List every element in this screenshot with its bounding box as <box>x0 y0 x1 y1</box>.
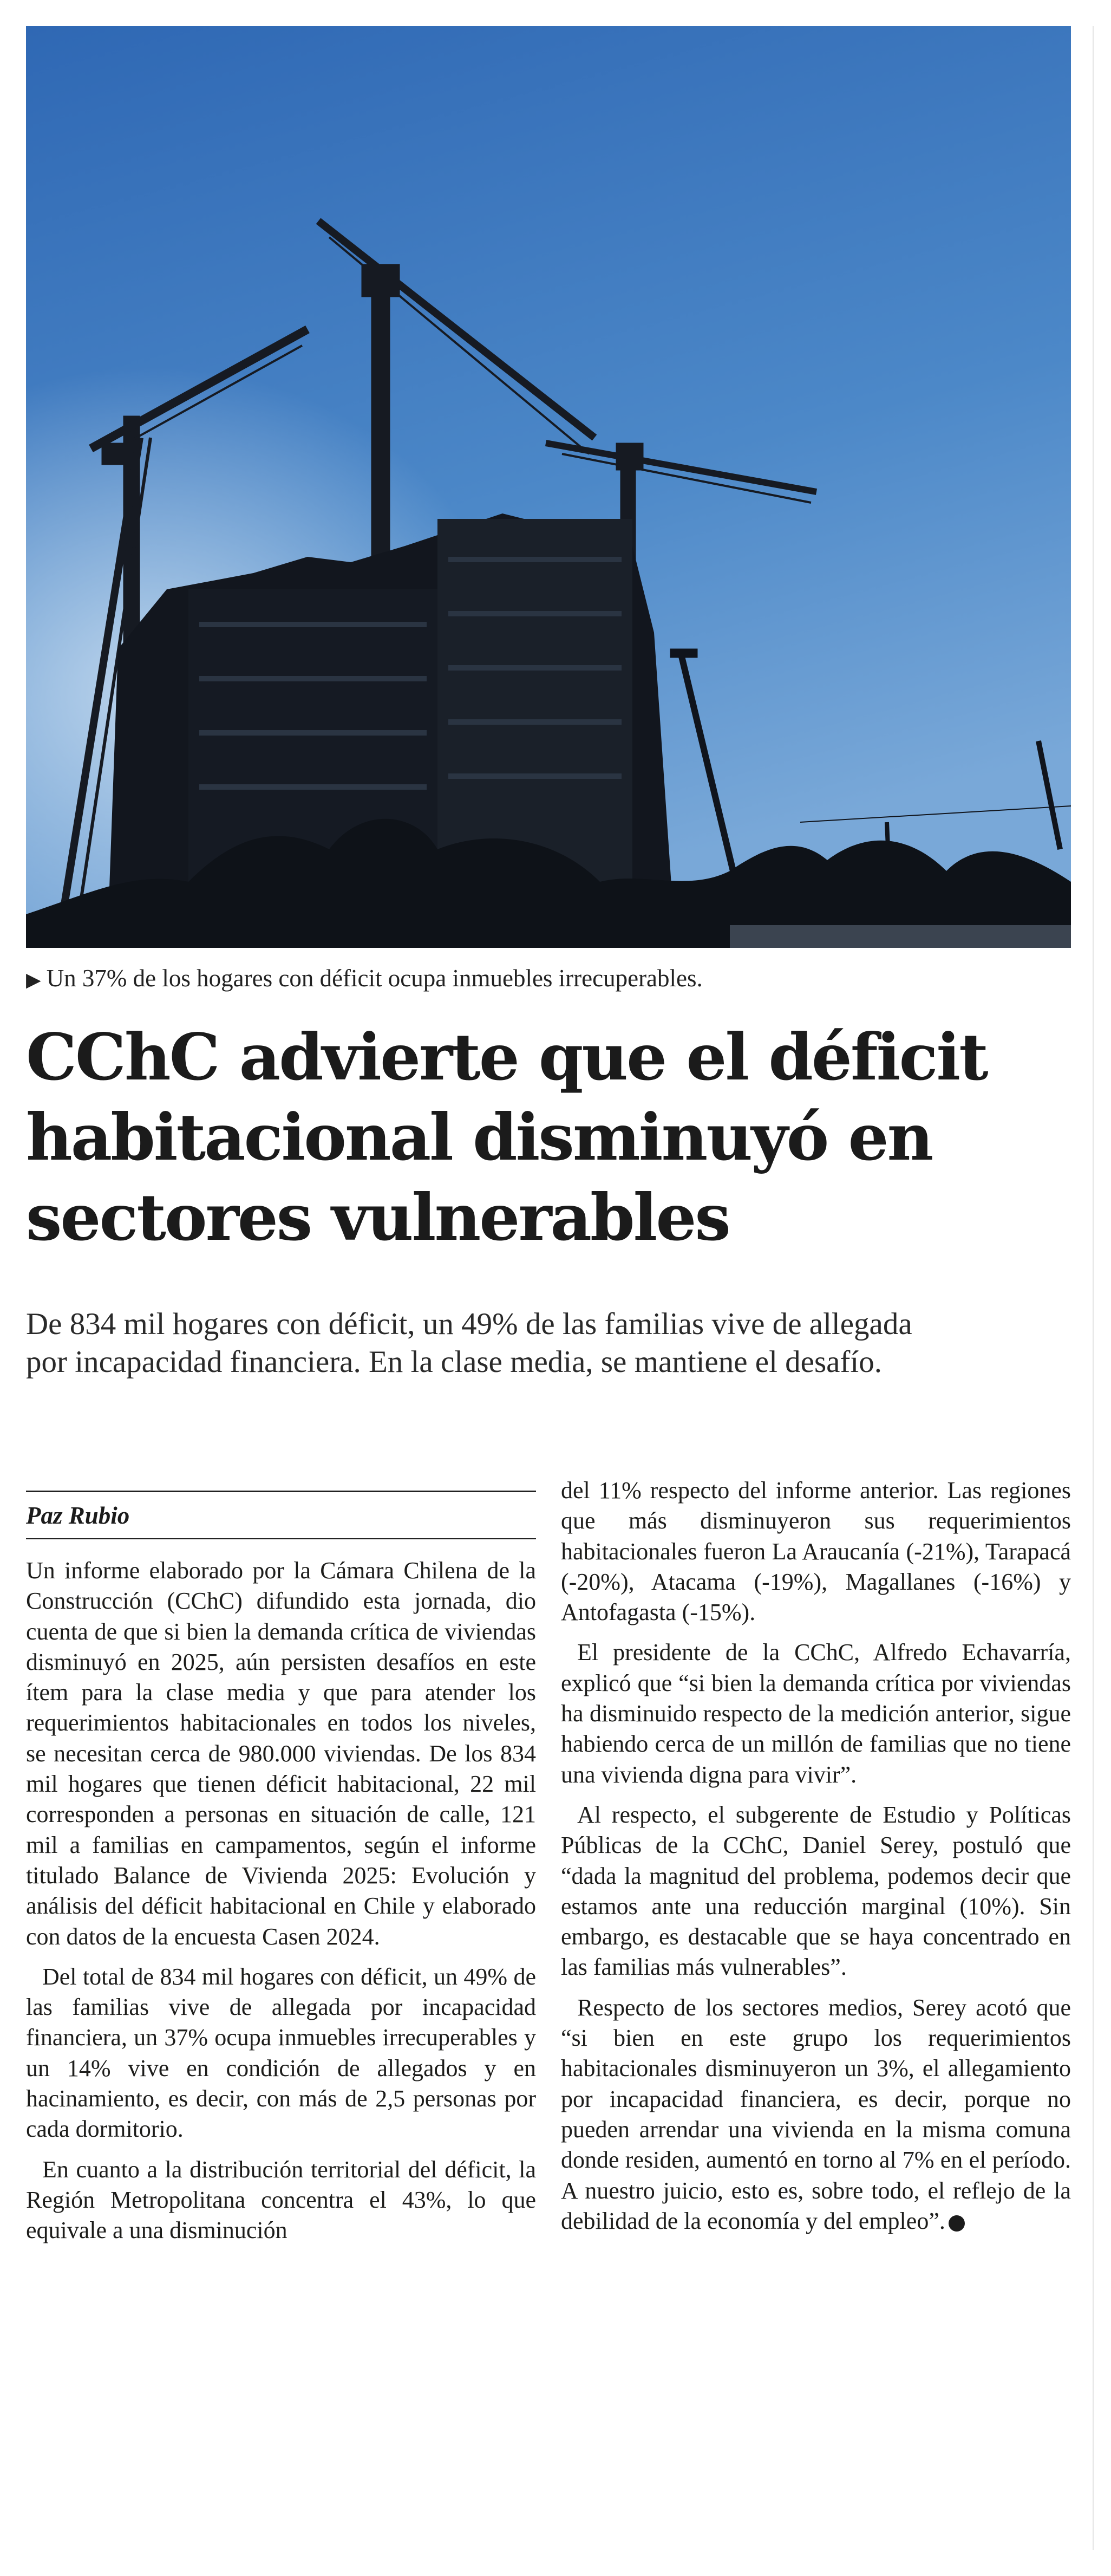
body-paragraph: del 11% respecto del informe anterior. Las regiones que más disminuyeron sus requerimientos habitacionales fueron La Araucanía (-21%), Tarapacá (-20%), Atacama (-19%), Magallanes (-16%) y Antofagasta (-15%). <box>561 1477 1071 1626</box>
body-paragraph: Un informe elaborado por la Cámara Chilena de la Construcción (CChC) difundido esta jornada, dio cuenta de que si bien la demanda crítica de viviendas disminuyó en 2025, aún persisten desafíos en este ítem para la clase media y que para atender los requerimientos habitacionales en todos los niveles, se necesitan cerca de 980.000 viviendas. De los 834 mil hogares que tienen déficit habitacional, 22 mil corresponden a personas en situación de calle, 121 mil a familias en campamentos, según el informe titulado Balance de Vivienda 2025: Evolución y análisis del déficit habitacional en Chile y elaborado con datos de la encuesta Casen 2024. <box>26 1557 536 1950</box>
headline-line-3: sectores vulnerables <box>26 1180 729 1255</box>
body-paragraph-last <box>561 1993 1071 2236</box>
byline-box <box>26 1491 536 1539</box>
headline-line-1: CChC advierte que el déficit <box>26 1019 987 1095</box>
caption-marker-icon: ▶ <box>26 969 41 991</box>
body-paragraph: El presidente de la CChC, Alfredo Echavarría, explicó que “si bien la demanda crítica por viviendas ha disminuido respecto de la medición anterior, sigue habiendo cerca de un millón de familias que no tiene una vivienda digna para vivir”. <box>561 1639 1071 1788</box>
article-subhead <box>26 1305 1076 1381</box>
photo-caption <box>26 962 1071 996</box>
last-paragraph-text: Respecto de los sectores medios, Serey acotó que “si bien en este grupo los requerimientos habitacionales disminuyeron un 3%, el allegamiento por incapacidad financiera, es decir, porque no pueden arrendar una vivienda en la misma comuna donde residen, aumentó en torno al 7% en el período. A nuestro juicio, esto es, sobre todo, el reflejo de la debilidad de la economía y del empleo”. <box>561 1994 1071 2234</box>
construction-cranes-photo <box>26 26 1071 948</box>
body-paragraph: En cuanto a la distribución territorial del déficit, la Región Metropolitana concentra el 43%, lo que equivale a una disminución <box>26 2156 536 2244</box>
caption-text: Un 37% de los hogares con déficit ocupa inmuebles irrecuperables. <box>46 965 703 992</box>
body-column-left <box>26 1556 536 2256</box>
end-of-article-icon <box>949 2215 965 2232</box>
author-byline: Paz Rubio <box>26 1502 130 1529</box>
body-column-right <box>561 1475 1071 2246</box>
page-edge-rule <box>1093 26 1094 2550</box>
subhead-line-2: por incapacidad financiera. En la clase media, se mantiene el desafío. <box>26 1345 882 1379</box>
body-paragraph: Al respecto, el subgerente de Estudio y Políticas Públicas de la CChC, Daniel Serey, postuló que “dada la magnitud del problema, podemos decir que estamos ante una reducción marginal (10%). Sin embargo, es destacable que se haya concentrado en las familias más vulnerables”. <box>561 1801 1071 1981</box>
article-photo <box>26 26 1071 948</box>
headline-line-2: habitacional disminuyó en <box>26 1100 932 1175</box>
subhead-line-1: De 834 mil hogares con déficit, un 49% de las familias vive de allegada <box>26 1307 912 1341</box>
article-headline <box>26 1017 1076 1258</box>
body-paragraph: Del total de 834 mil hogares con déficit, un 49% de las familias vive de allegada por incapacidad financiera, un 37% ocupa inmuebles irrecuperables y un 14% vive en condición de allegados y en hacinamiento, es decir, con más de 2,5 personas por cada dormitorio. <box>26 1963 536 2143</box>
